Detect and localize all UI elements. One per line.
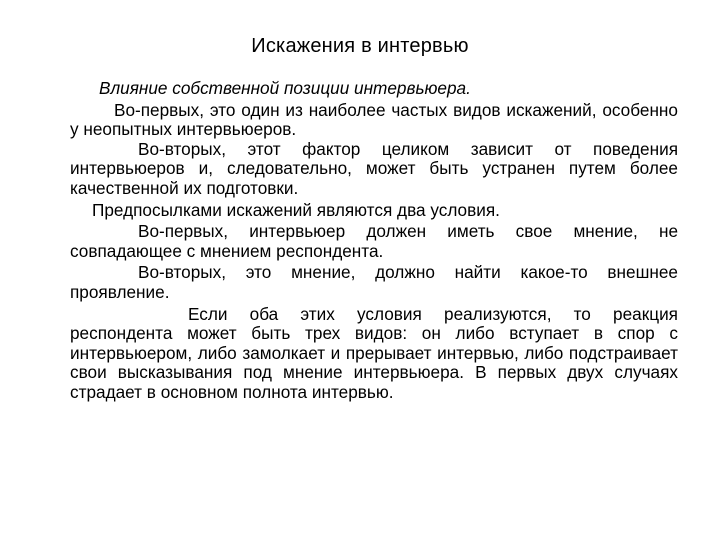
paragraph-first-condition: Во-первых, интервьюер должен иметь свое мнение, не совпадающее с мнением респондента. — [70, 221, 678, 261]
paragraph-first-reason: Во-первых, это один из наиболее частых видов искажений, особенно у неопытных интервьюеров. — [70, 99, 678, 140]
paragraph-second-condition: Во-вторых, это мнение, должно найти какое-то внешнее проявление. — [70, 262, 678, 302]
paragraph-reaction: Если оба этих условия реализуются, то реакция респондента может быть трех видов: он либо вступает в спор с интервьюером, либо замолкает и прерывает интервью, либо подстраивает свои высказывания под мнение интервьюера. В первых двух случаях страдает в основном полнота интервью. — [70, 303, 678, 402]
slide-body — [70, 79, 678, 403]
slide-title: Искажения в интервью — [251, 35, 469, 57]
paragraph-prerequisites: Предпосылками искажений являются два условия. — [92, 199, 500, 220]
slide-subtitle: Влияние собственной позиции интервьюера. — [99, 78, 471, 98]
paragraph-second-reason: Во-вторых, этот фактор целиком зависит от поведения интервьюеров и, следовательно, может быть устранен путем более качественной их подготовки. — [70, 138, 678, 198]
